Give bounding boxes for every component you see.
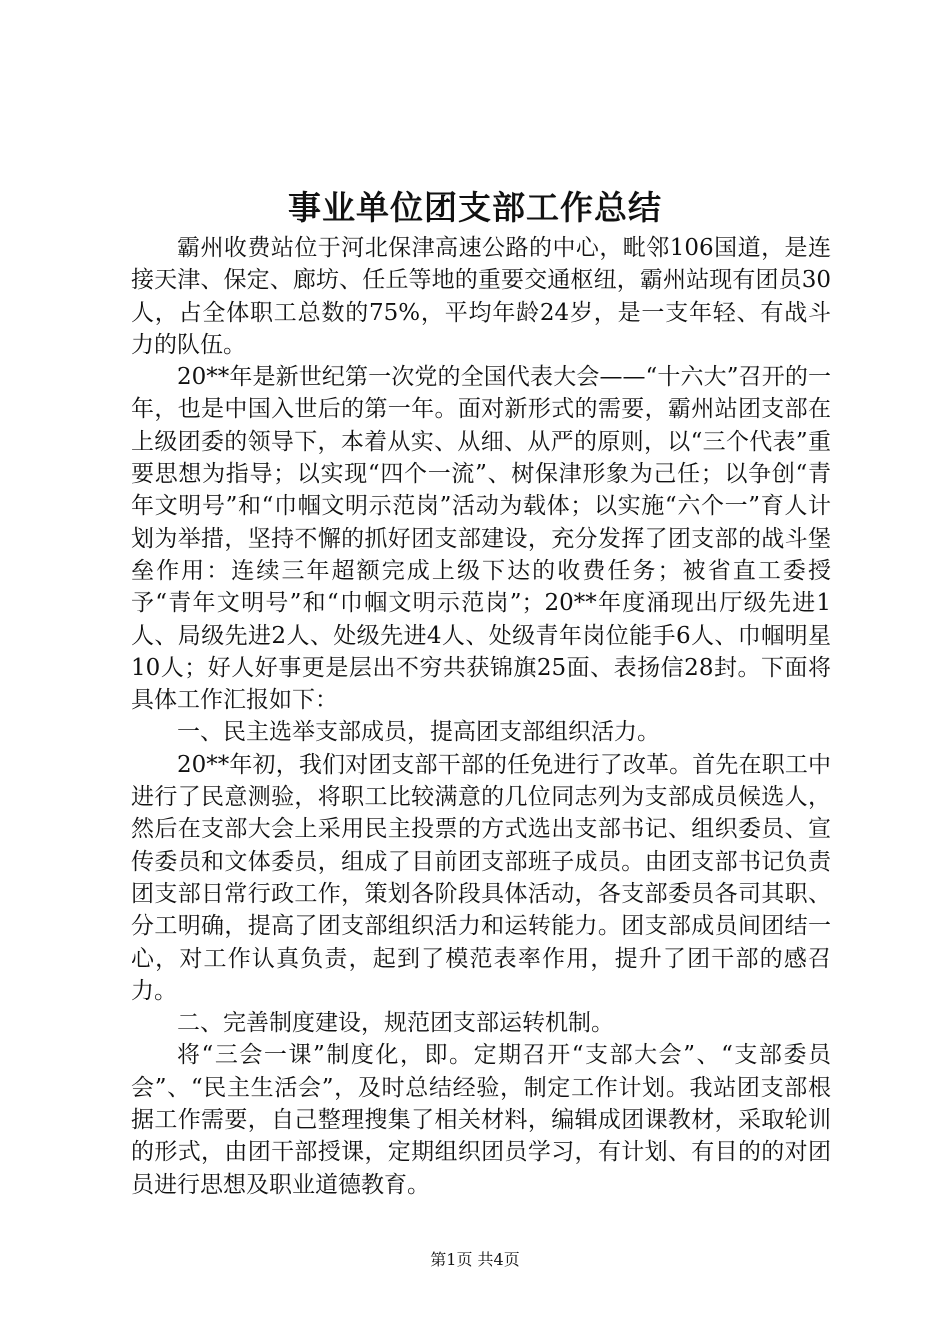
paragraph-section-1: 20**年初，我们对团支部干部的任免进行了改革。首先在职工中进行了民意测验，将职工比较满意的几位同志列为支部成员候选人，然后在支部大会上采用民主投票的方式选出支部书记、组织委员、宣传委员和文体委员，组成了目前团支部班子成员。由团支部书记负责团支部日常行政工作，策划各阶段具体活动，各支部委员各司其职、分工明确，提高了团支部组织活力和运转能力。团支部成员间团结一心，对工作认真负责，起到了模范表率作用，提升了团干部的感召力。 [131,751,831,1004]
section-heading-2: 二、完善制度建设，规范团支部运转机制。 [177,1010,614,1037]
section-heading-1: 一、民主选举支部成员，提高团支部组织活力。 [177,719,660,746]
document-title: 事业单位团支部工作总结 [288,188,662,227]
paragraph-section-2: 将“三会一课”制度化，即。定期召开“支部大会”、“支部委员会”、“民主生活会”，及时总结经验，制定工作计划。我站团支部根据工作需要，自己整理搜集了相关材料，编辑成团课教材，采取轮训的形式，由团干部授课，定期组织团员学习，有计划、有目的的对团员进行思想及职业道德教育。 [131,1042,831,1198]
document-body [131,232,831,1201]
page-footer: 第1页 共4页 [430,1250,520,1269]
paragraph-overview: 20**年是新世纪第一次党的全国代表大会——“十六大”召开的一年，也是中国入世后的第一年。面对新形式的需要，霸州站团支部在上级团委的领导下，本着从实、从细、从严的原则，以“三个代表”重要思想为指导；以实现“四个一流”、树保津形象为己任；以争创“青年文明号”和“巾帼文明示范岗”活动为载体；以实施“六个一”育人计划为举措，坚持不懈的抓好团支部建设，充分发挥了团支部的战斗堡垒作用：连续三年超额完成上级下达的收费任务；被省直工委授予“青年文明号”和“巾帼文明示范岗”；20**年度涌现出厅级先进1人、局级先进2人、处级先进4人、处级青年岗位能手6人、巾帼明星10人；好人好事更是层出不穷共获锦旗25面、表扬信28封。下面将具体工作汇报如下： [131,364,831,714]
paragraph-intro: 霸州收费站位于河北保津高速公路的中心，毗邻106国道，是连接天津、保定、廊坊、任丘等地的重要交通枢纽，霸州站现有团员30人，占全体职工总数的75%，平均年龄24岁，是一支年轻、有战斗力的队伍。 [131,235,831,358]
